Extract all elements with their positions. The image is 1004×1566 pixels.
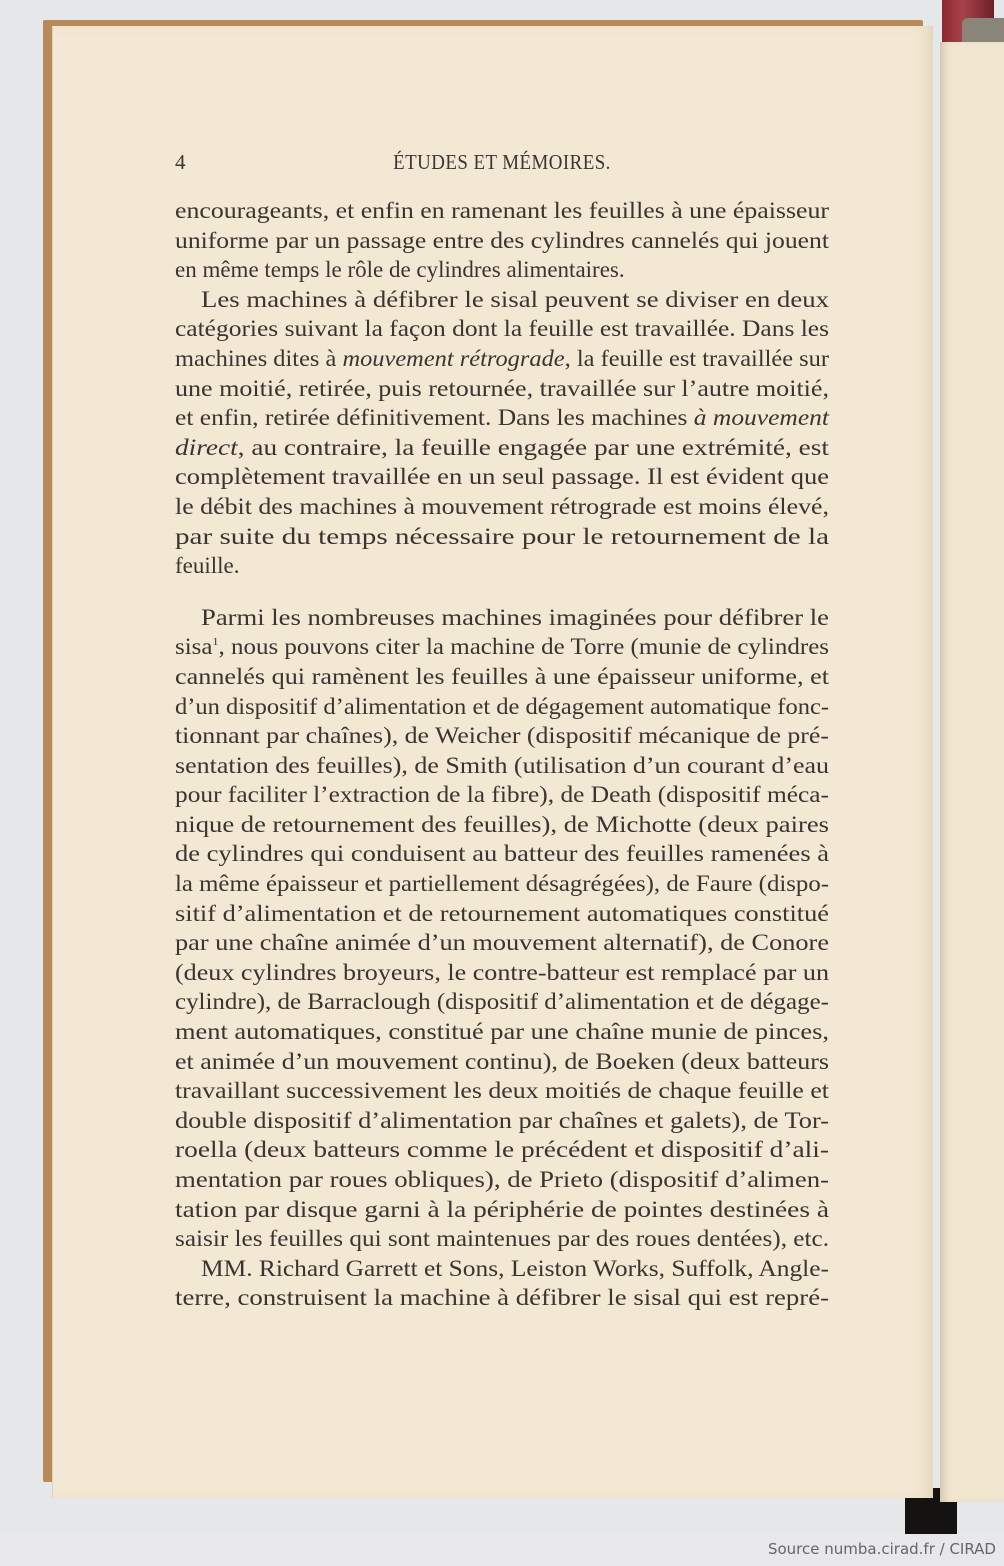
text-line: roella (deux batteurs comme le précédent et dispositif d’ali- bbox=[175, 1137, 829, 1163]
text-line: une moitié, retirée, puis retournée, travaillée sur l’autre moitié, bbox=[175, 375, 829, 401]
text-line: terre, construisent la machine à défibrer le sisal qui est repré- bbox=[175, 1285, 830, 1311]
text-line: Parmi les nombreuses machines imaginées pour défibrer le bbox=[201, 604, 829, 630]
paragraph-gap bbox=[175, 581, 829, 603]
italic-term: mouvement rétrograde bbox=[342, 345, 565, 371]
italic-term: à mouvement bbox=[693, 405, 829, 431]
text-run: sisa bbox=[175, 634, 213, 660]
text-line: uniforme par un passage entre des cylindres cannelés qui jouent bbox=[175, 227, 829, 253]
text-line bbox=[175, 344, 829, 374]
text-line: encourageants, et enfin en ramenant les feuilles à une épaisseur bbox=[175, 198, 830, 223]
text-line: par une chaîne animée d’un mouvement alternatif), de Conore bbox=[175, 930, 829, 956]
text-line: feuille. bbox=[175, 553, 240, 579]
text-line: ment automatiques, constitué par une chaîne munie de pinces, bbox=[175, 1019, 829, 1045]
text-line: sentation des feuilles), de Smith (utilisation d’un courant d’eau bbox=[175, 752, 830, 778]
text-line bbox=[175, 433, 829, 463]
source-credit: Source numba.cirad.fr / CIRAD bbox=[767, 1540, 996, 1558]
text-line: et animée d’un mouvement continu), de Boeken (deux batteurs bbox=[175, 1048, 830, 1074]
text-line: pour faciliter l’extraction de la fibre), de Death (dispositif méca- bbox=[175, 782, 829, 808]
text-run: , la feuille est travaillée sur bbox=[564, 345, 830, 371]
text-line: Les machines à défibrer le sisal peuvent se diviser en deux bbox=[201, 286, 830, 312]
text-line: double dispositif d’alimentation par chaînes et galets), de Tor- bbox=[175, 1107, 830, 1133]
text-line: de cylindres qui conduisent au batteur des feuilles ramenées à bbox=[175, 841, 830, 867]
text-line: nique de retournement des feuilles), de Michotte (deux paires bbox=[175, 811, 830, 837]
text-line: complètement travaillée en un seul passage. Il est évident que bbox=[175, 464, 830, 490]
text-line: catégories suivant la façon dont la feuille est travaillée. Dans les bbox=[175, 316, 830, 342]
text-line bbox=[175, 632, 829, 662]
text-line: cylindre), de Barraclough (dispositif d’alimentation et de dégage- bbox=[175, 989, 829, 1015]
text-line: sitif d’alimentation et de retournement automatiques constitué bbox=[175, 900, 829, 926]
text-line: travaillant successivement les deux moitiés de chaque feuille et bbox=[175, 1078, 829, 1104]
text-run: machines dites à bbox=[175, 345, 343, 371]
text-line: (deux cylindres broyeurs, le contre-batteur est remplacé par un bbox=[175, 959, 830, 985]
text-line: en même temps le rôle de cylindres alimentaires. bbox=[175, 257, 625, 283]
page-number: 4 bbox=[175, 150, 186, 174]
text-line: par suite du temps nécessaire pour le retournement de la bbox=[175, 523, 830, 549]
text-run: , au contraire, la feuille engagée par une extrémité, est bbox=[237, 434, 830, 460]
text-run: et enfin, retirée définitivement. Dans les machines bbox=[175, 405, 694, 431]
text-line: tation par disque garni à la périphérie de pointes destinées à bbox=[175, 1196, 829, 1222]
text-line: saisir les feuilles qui sont maintenues par des roues dentées), etc. bbox=[175, 1226, 830, 1252]
text-run: , nous pouvons citer la machine de Torre (munie de cylindres bbox=[218, 634, 830, 660]
text-line: tionnant par chaînes), de Weicher (dispositif mécanique de pré- bbox=[175, 723, 829, 749]
text-line: le débit des machines à mouvement rétrograde est moins élevé, bbox=[175, 493, 830, 519]
page-header bbox=[175, 150, 829, 180]
text-line: MM. Richard Garrett et Sons, Leiston Works, Suffolk, Angle- bbox=[201, 1255, 829, 1281]
text-line bbox=[175, 403, 829, 433]
text-line: mentation par roues obliques), de Prieto (dispositif d’alimen- bbox=[175, 1167, 830, 1192]
running-title: ÉTUDES ET MÉMOIRES. bbox=[393, 150, 611, 174]
next-page-edge bbox=[940, 42, 1004, 1502]
text-line: la même épaisseur et partiellement désagrégées), de Faure (dispo- bbox=[175, 871, 830, 897]
footnote-marker: 1 bbox=[212, 636, 219, 649]
body-text bbox=[175, 196, 829, 1313]
italic-term: direct bbox=[175, 434, 238, 460]
text-line: d’un dispositif d’alimentation et de dégagement automatique fonc- bbox=[175, 693, 830, 719]
text-line: cannelés qui ramènent les feuilles à une épaisseur uniforme, et bbox=[175, 663, 829, 689]
